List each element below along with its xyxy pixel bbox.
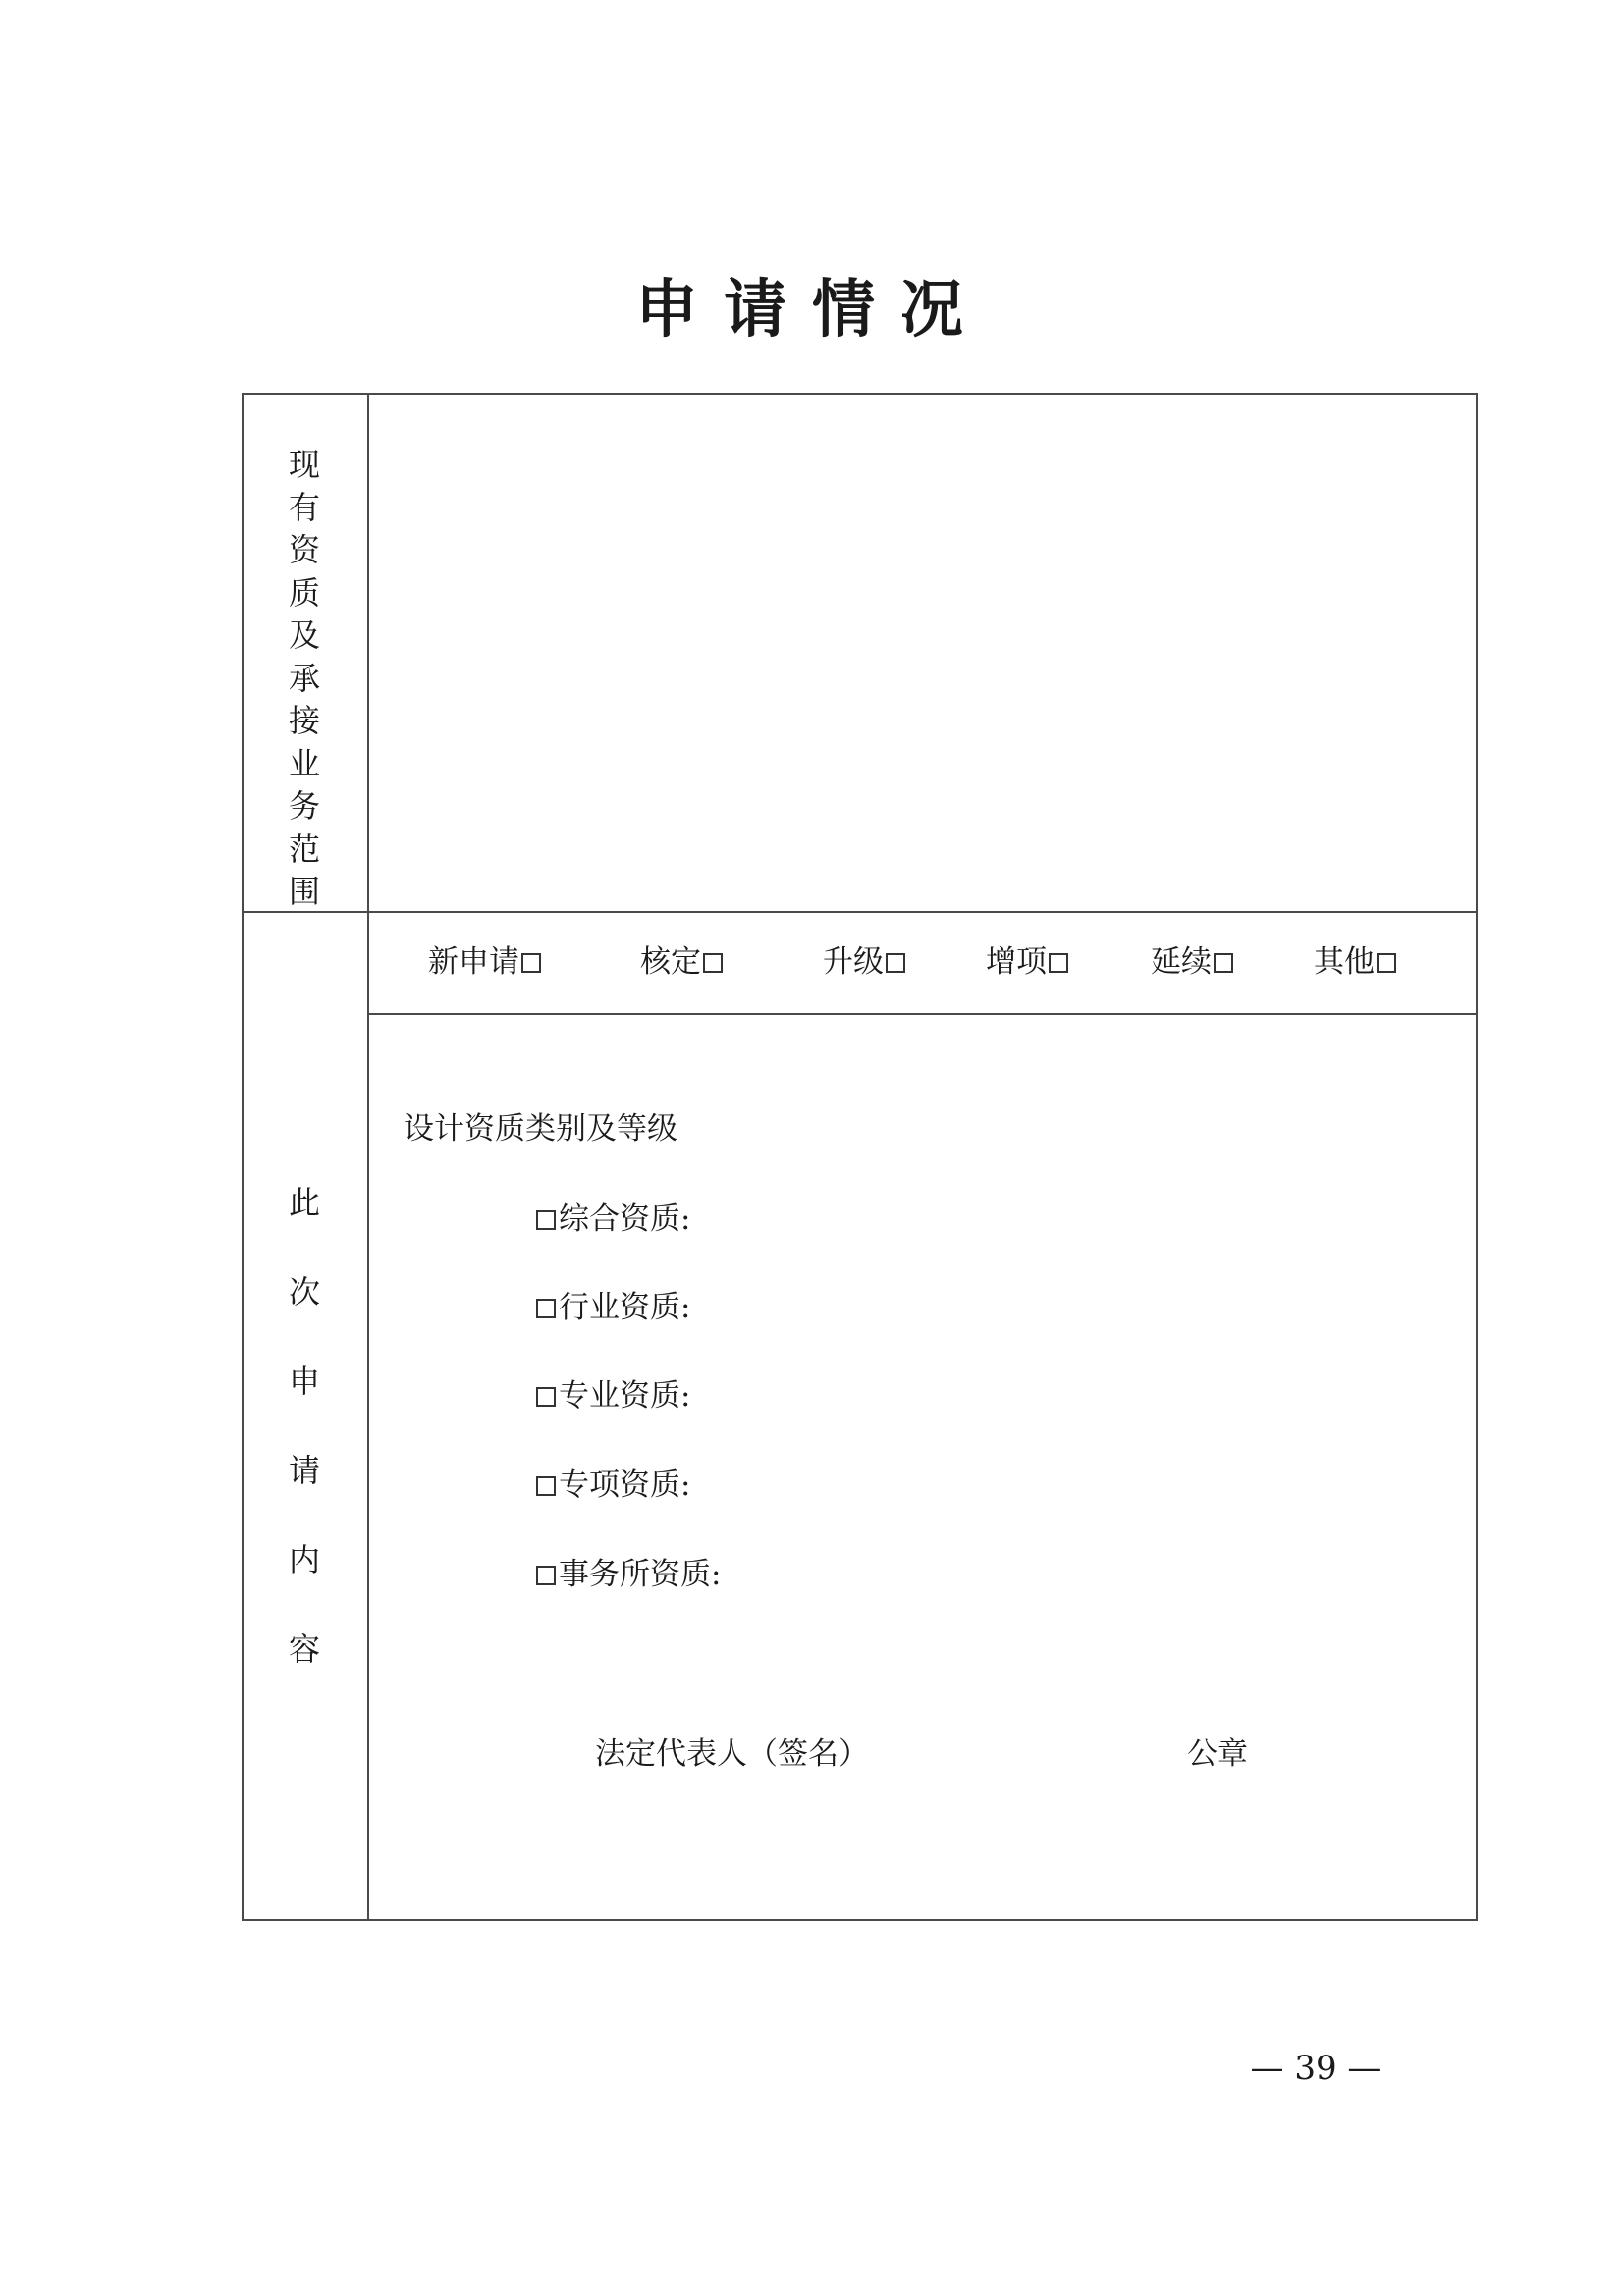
type-option-verify [640, 911, 723, 1013]
label-char: 围 [288, 873, 320, 910]
application-type-row [369, 911, 1476, 1013]
qualification-item-special [536, 1464, 690, 1507]
type-option-label: 其他 [1314, 944, 1375, 980]
checkbox[interactable] [536, 1566, 556, 1585]
label-char: 此 [288, 1184, 320, 1221]
checkbox[interactable] [536, 1210, 556, 1230]
type-option-label: 新申请 [428, 944, 519, 980]
label-column-divider [367, 393, 369, 1921]
type-option-label: 升级 [823, 944, 884, 980]
label-char: 请 [288, 1452, 320, 1489]
table-border-bottom [242, 1919, 1478, 1921]
label-char: 申 [288, 1362, 320, 1400]
checkbox[interactable] [536, 1476, 556, 1496]
checkbox[interactable] [536, 1299, 556, 1318]
official-seal-label: 公章 [1187, 1736, 1248, 1772]
label-char: 质 [288, 573, 320, 612]
label-char: 资 [288, 531, 320, 568]
label-char: 务 [288, 787, 320, 825]
type-option-upgrade [823, 911, 905, 1013]
checkbox[interactable] [886, 953, 905, 973]
qualification-item-label: 综合资质: [559, 1201, 691, 1237]
this-application-label [242, 1158, 367, 1694]
checkbox[interactable] [1049, 953, 1068, 973]
checkbox[interactable] [1377, 953, 1396, 973]
qualification-item-label: 事务所资质: [559, 1557, 722, 1592]
label-char: 容 [288, 1630, 320, 1668]
label-char: 现 [288, 446, 320, 483]
type-row-divider [367, 1013, 1478, 1015]
qualification-item-professional [536, 1374, 690, 1417]
checkbox[interactable] [521, 953, 541, 973]
label-char: 次 [288, 1273, 320, 1310]
type-option-label: 延续 [1151, 944, 1212, 980]
qualification-heading: 设计资质类别及等级 [404, 1111, 677, 1147]
application-form-table [242, 393, 1478, 1921]
label-char: 接 [288, 702, 320, 739]
legal-representative-signature-label: 法定代表人（签名） [595, 1736, 869, 1772]
label-char: 范 [288, 829, 320, 868]
existing-qualification-label [242, 444, 367, 914]
type-option-label: 核定 [640, 944, 701, 980]
type-option-renew [1151, 911, 1233, 1013]
qualification-item-label: 行业资质: [559, 1290, 691, 1325]
type-option-label: 增项 [986, 944, 1047, 980]
label-char: 承 [288, 659, 320, 697]
checkbox[interactable] [1214, 953, 1233, 973]
type-option-other [1314, 911, 1396, 1013]
label-char: 业 [288, 744, 320, 782]
page-title: 申请情况 [635, 273, 989, 347]
qualification-item-label: 专项资质: [559, 1468, 691, 1503]
qualification-item-industry [536, 1286, 690, 1329]
checkbox[interactable] [536, 1387, 556, 1407]
qualification-item-label: 专业资质: [559, 1378, 691, 1414]
checkbox[interactable] [703, 953, 723, 973]
type-option-new [428, 911, 541, 1013]
label-char: 内 [288, 1541, 320, 1578]
label-char: 及 [288, 616, 320, 654]
qualification-item-firm [536, 1553, 721, 1596]
table-border-top [242, 393, 1478, 395]
qualification-item-comprehensive [536, 1198, 690, 1241]
type-option-add-item [986, 911, 1068, 1013]
label-char: 有 [288, 488, 320, 526]
table-border-right [1476, 393, 1478, 1921]
page-number: — 39 — [1250, 2049, 1381, 2088]
